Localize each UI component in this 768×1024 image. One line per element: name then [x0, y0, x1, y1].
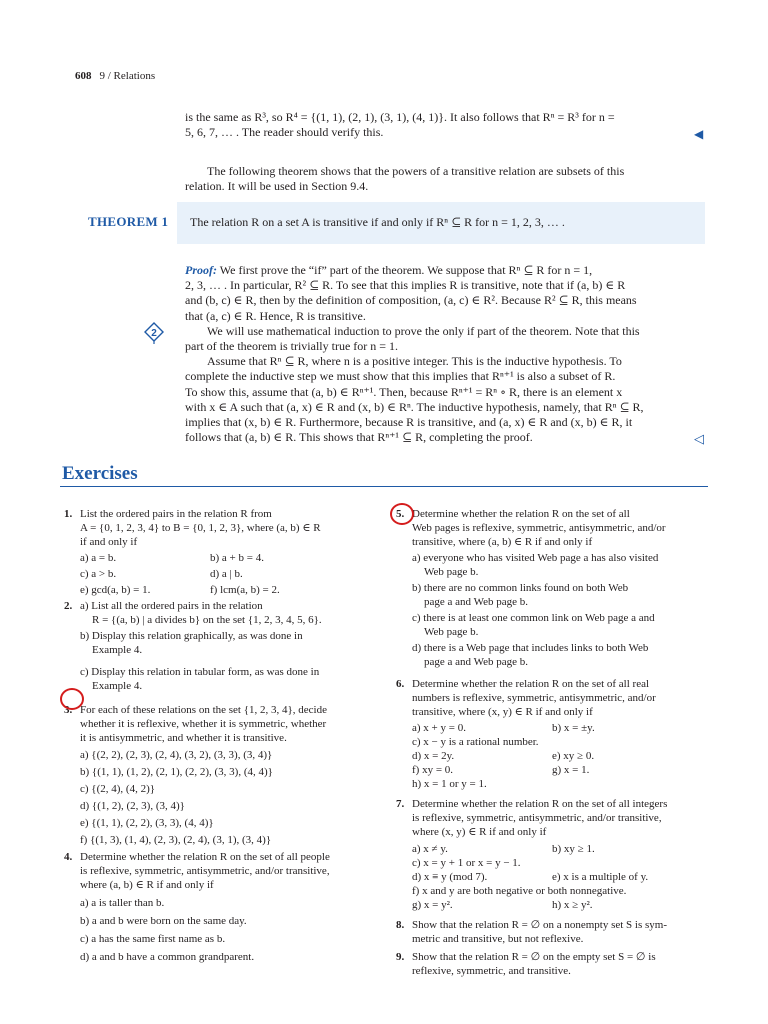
answer-option: c) a > b.	[80, 568, 117, 580]
answer-option: b) a and b were born on the same day.	[80, 915, 247, 927]
answer-option: a) {(2, 2), (2, 3), (2, 4), (3, 2), (3, 3), (3, 4)}	[80, 749, 273, 761]
answer-option: f) x and y are both negative or both nonnegative.	[412, 885, 627, 897]
exercises-divider	[60, 486, 708, 487]
left-triangle-icon: ◀	[694, 127, 704, 141]
answer-option: d) {(1, 2), (2, 3), (3, 4)}	[80, 800, 185, 812]
exercise-text: a) List all the ordered pairs in the relation	[80, 600, 263, 612]
answer-option: Web page b.	[424, 566, 479, 578]
answer-option: page a and Web page b.	[424, 656, 528, 668]
proof-line: Assume that Rⁿ ⊆ R, where n is a positive integer. This is the inductive hypothesis. To	[207, 354, 622, 369]
exercise-number: 4.	[64, 851, 73, 863]
exercise-text: transitive, where (x, y) ∈ R if and only if	[412, 706, 593, 718]
answer-option: d) there is a Web page that includes links to both Web	[412, 642, 649, 654]
exercise-text: Web pages is reflexive, symmetric, antisymmetric, and/or	[412, 522, 666, 534]
exercise-text: R = {(a, b) | a divides b} on the set {1, 2, 3, 4, 5, 6}.	[92, 614, 322, 626]
exercise-number: 5.	[396, 508, 405, 520]
exercise-text: A = {0, 1, 2, 3, 4} to B = {0, 1, 2, 3}, where (a, b) ∈ R	[80, 522, 321, 534]
answer-option: c) there is at least one common link on Web page a and	[412, 612, 655, 624]
answer-option: e) {(1, 1), (2, 2), (3, 3), (4, 4)}	[80, 817, 214, 829]
answer-option: page a and Web page b.	[424, 596, 528, 608]
proof-line: We first prove the “if” part of the theorem. We suppose that Rⁿ ⊆ R for n = 1,	[219, 263, 593, 277]
exercise-text: is reflexive, symmetric, antisymmetric, and/or transitive,	[80, 865, 330, 877]
proof-line: We will use mathematical induction to prove the only if part of the theorem. Note that this	[207, 323, 640, 338]
proof-line: follows that (a, b) ∈ R. This shows that Rⁿ⁺¹ ⊆ R, completing the proof.	[185, 430, 533, 445]
exercise-7	[396, 797, 708, 912]
exercise-text: Determine whether the relation R on the set of all real	[412, 678, 650, 690]
exercise-text: reflexive, symmetric, and transitive.	[412, 965, 571, 977]
right-column	[396, 507, 708, 978]
proof-line: 2, 3, … . In particular, R² ⊆ R. To see that this implies R is transitive, note that if (a, b) ∈ R	[185, 278, 626, 293]
answer-option: b) a + b = 4.	[210, 552, 264, 564]
answer-option: c) {(2, 4), (4, 2)}	[80, 783, 156, 795]
answer-option: d) a | b.	[210, 568, 243, 580]
answer-option: a) a = b.	[80, 552, 117, 564]
exercise-5	[396, 507, 708, 669]
step-badge-icon	[144, 322, 164, 344]
answer-option: e) gcd(a, b) = 1.	[80, 584, 151, 596]
running-head	[75, 70, 155, 82]
exercise-3	[64, 703, 364, 847]
answer-option: a) a is taller than b.	[80, 897, 165, 909]
exercises-title: Exercises	[62, 463, 138, 484]
answer-option: c) x = y + 1 or x = y − 1.	[412, 857, 521, 869]
exercise-text: Determine whether the relation R on the set of all people	[80, 851, 330, 863]
answer-option: b) x = ±y.	[552, 722, 595, 734]
answer-option: h) x ≥ y².	[552, 899, 593, 911]
exercise-text: For each of these relations on the set {1, 2, 3, 4}, decide	[80, 704, 327, 716]
exercise-text: metric and transitive, but not reflexive.	[412, 933, 584, 945]
answer-option: e) x is a multiple of y.	[552, 871, 649, 883]
proof-line: that (a, c) ∈ R. Hence, R is transitive.	[185, 308, 366, 323]
answer-option: Web page b.	[424, 626, 479, 638]
exercise-2	[64, 599, 364, 693]
exercise-text: is reflexive, symmetric, antisymmetric, and/or transitive,	[412, 812, 662, 824]
hollow-left-triangle-icon: ◁	[694, 431, 704, 446]
exercise-text: where (x, y) ∈ R if and only if	[412, 826, 547, 838]
answer-option: b) {(1, 1), (1, 2), (2, 1), (2, 2), (3, 3), (4, 4)}	[80, 766, 273, 778]
intro-line-2: 5, 6, 7, … . The reader should verify this.	[185, 125, 384, 140]
exercise-text: Show that the relation R = ∅ on the empty set S = ∅ is	[412, 951, 656, 963]
page-number: 608	[75, 70, 92, 82]
theorem-label: THEOREM 1	[88, 214, 169, 229]
exercise-1	[64, 507, 364, 597]
exercise-text: b) Display this relation graphically, as was done in	[80, 630, 303, 642]
exercise-number: 7.	[396, 798, 405, 810]
exercise-number: 8.	[396, 919, 405, 931]
answer-option: g) x = 1.	[552, 764, 590, 776]
answer-option: f) xy = 0.	[412, 764, 454, 776]
answer-option: d) x = 2y.	[412, 750, 455, 762]
answer-option: f) {(1, 3), (1, 4), (2, 3), (2, 4), (3, 1), (3, 4)}	[80, 834, 272, 846]
proof-line: implies that (x, b) ∈ R. Furthermore, because R is transitive, and (a, x) ∈ R and (x, b) ∈ R, it	[185, 415, 633, 430]
exercise-text: where (a, b) ∈ R if and only if	[80, 879, 214, 891]
answer-option: a) x ≠ y.	[412, 843, 448, 855]
exercise-text: Example 4.	[92, 644, 143, 656]
exercise-number: 2.	[64, 600, 73, 612]
answer-option: b) there are no common links found on both Web	[412, 582, 629, 594]
proof-line: To show this, assume that (a, b) ∈ Rⁿ⁺¹. Then, because Rⁿ⁺¹ = Rⁿ ∘ R, there is an element x	[185, 384, 623, 399]
answer-option: d) a and b have a common grandparent.	[80, 951, 255, 963]
exercise-text: Determine whether the relation R on the set of all integers	[412, 798, 668, 810]
exercise-9	[396, 950, 708, 978]
exercise-6	[396, 677, 708, 791]
intro-block	[185, 110, 705, 140]
answer-option: f) lcm(a, b) = 2.	[210, 584, 280, 596]
answer-option: h) x = 1 or y = 1.	[412, 778, 487, 790]
exercise-number: 3.	[64, 704, 73, 716]
para-line-1: The following theorem shows that the powers of a transitive relation are subsets of this	[207, 164, 625, 178]
exercise-text: c) Display this relation in tabular form, as was done in	[80, 666, 320, 678]
exercise-number: 1.	[64, 508, 73, 520]
proof-label: Proof:	[185, 263, 217, 277]
theorem-intro-paragraph	[185, 164, 705, 194]
exercise-text: transitive, where (a, b) ∈ R if and only if	[412, 536, 593, 548]
exercise-text: numbers is reflexive, symmetric, antisymmetric, and/or	[412, 692, 656, 704]
exercise-4	[64, 850, 364, 964]
proof-line: part of the theorem is trivially true for n = 1.	[185, 339, 399, 354]
exercise-number: 6.	[396, 678, 405, 690]
exercise-text: List the ordered pairs in the relation R from	[80, 508, 272, 520]
exercise-text: Determine whether the relation R on the set of all	[412, 508, 630, 520]
proof-line: complete the inductive step we must show that this implies that Rⁿ⁺¹ is also a subset of R.	[185, 369, 616, 384]
exercise-text: Show that the relation R = ∅ on a nonempty set S is sym-	[412, 919, 668, 931]
answer-option: e) xy ≥ 0.	[552, 750, 595, 762]
exercise-text: it is antisymmetric, and whether it is transitive.	[80, 732, 287, 744]
exercise-text: if and only if	[80, 536, 138, 548]
exercise-text: Example 4.	[92, 680, 143, 692]
answer-option: c) x − y is a rational number.	[412, 736, 539, 748]
answer-option: d) x ≡ y (mod 7).	[412, 871, 488, 883]
svg-text:2: 2	[151, 328, 157, 339]
answer-option: c) a has the same first name as b.	[80, 933, 226, 945]
chapter-title: 9 / Relations	[99, 70, 156, 82]
answer-option: a) everyone who has visited Web page a has also visited	[412, 552, 659, 564]
exercise-number: 9.	[396, 951, 405, 963]
left-column	[64, 507, 364, 964]
exercise-text: whether it is reflexive, whether it is symmetric, whether	[80, 718, 327, 730]
exercise-8	[396, 918, 708, 946]
proof-line: and (b, c) ∈ R, then by the definition of composition, (a, c) ∈ R². Because R² ⊆ R, this means	[185, 293, 637, 308]
theorem-statement: The relation R on a set A is transitive if and only if Rⁿ ⊆ R for n = 1, 2, 3, … .	[190, 215, 565, 229]
answer-option: a) x + y = 0.	[412, 722, 466, 734]
annotation-circle	[390, 503, 414, 525]
intro-line-1: is the same as R³, so R⁴ = {(1, 1), (2, 1), (3, 1), (4, 1)}. It also follows that Rⁿ = R³ for n =	[185, 110, 615, 124]
para-line-2: relation. It will be used in Section 9.4.	[185, 179, 369, 194]
annotation-circle	[60, 688, 84, 710]
proof-block	[185, 263, 705, 445]
answer-option: b) xy ≥ 1.	[552, 843, 595, 855]
answer-option: g) x = y².	[412, 899, 453, 911]
proof-line: with x ∈ A such that (a, x) ∈ R and (x, b) ∈ Rⁿ. The inductive hypothesis, namely, that Rⁿ ⊆ R,	[185, 399, 644, 414]
